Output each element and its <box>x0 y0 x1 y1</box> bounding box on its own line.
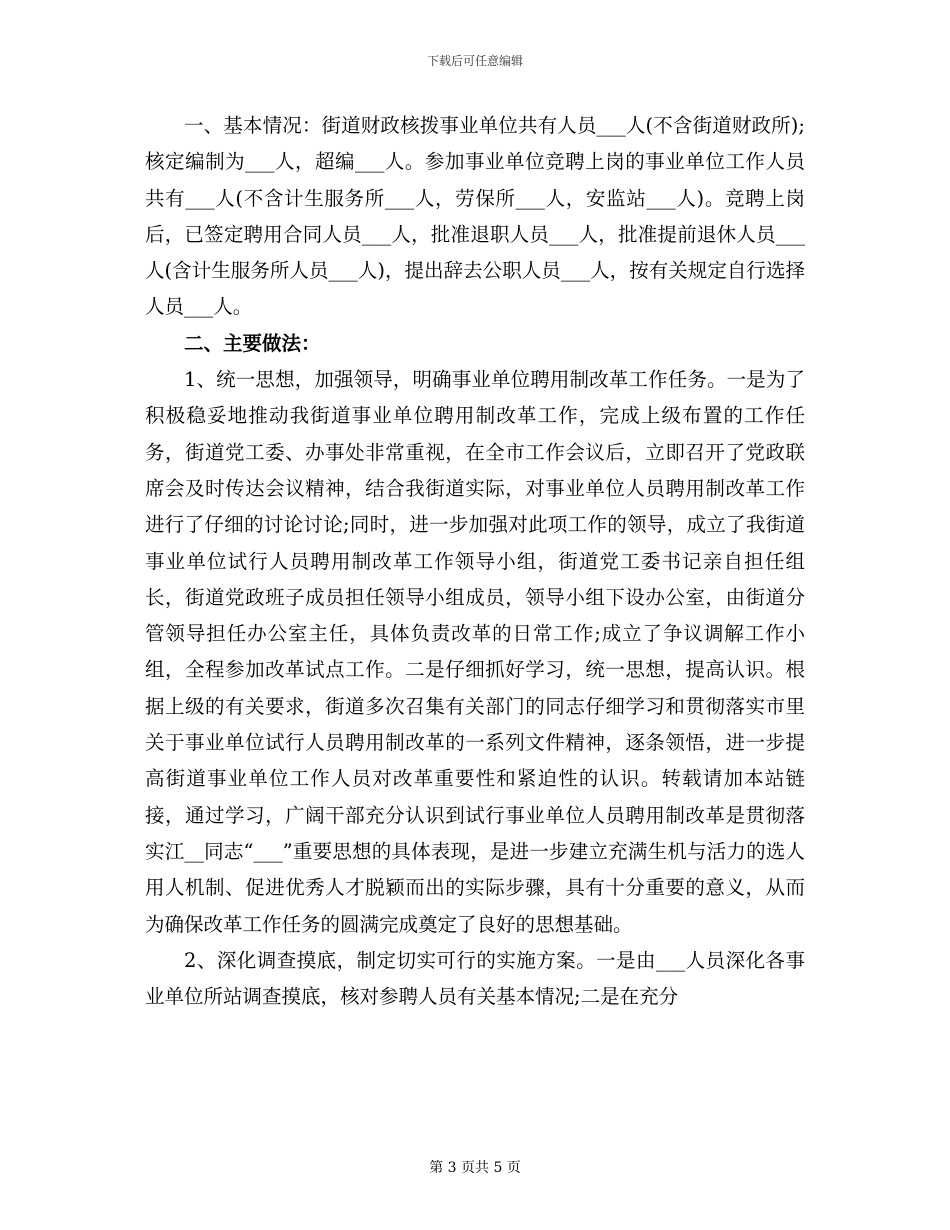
page-header-note: 下载后可任意编辑 <box>426 54 523 68</box>
main-methods-heading: 二、主要做法： <box>184 331 321 355</box>
page-number-footer: 第 3 页共 5 页 <box>429 1160 521 1176</box>
method-2-paragraph: 2、深化调查摸底，制定切实可行的实施方案。一是由___人员深化各事业单位所站调查摸底，核对参聘人员有关基本情况;二是在充分 <box>145 948 805 1009</box>
method-1-paragraph: 1、统一思想，加强领导，明确事业单位聘用制改革工作任务。一是为了积极稳妥地推动我街道事业单位聘用制改革工作，完成上级布置的工作任务，街道党工委、办事处非常重视，在全市工作会议后，立即召开了党政联席会及时传达会议精神，结合我街道实际，对事业单位人员聘用制改革工作进行了仔细的讨论讨论;同时，进一步加强对此项工作的领导，成立了我街道事业单位试行人员聘用制改革工作领导小组，街道党工委书记亲自担任组长，街道党政班子成员担任领导小组成员，领导小组下设办公室，由街道分管领导担任办公室主任，具体负责改革的日常工作;成立了争议调解工作小组，全程参加改革试点工作。二是仔细抓好学习，统一思想，提高认识。根据上级的有关要求，街道多次召集有关部门的同志仔细学习和贯彻落实市里关于事业单位试行人员聘用制改革的一系列文件精神，逐条领悟，进一步提高街道事业单位工作人员对改革重要性和紧迫性的认识。转载请加本站链接，通过学习，广阔干部充分认识到试行事业单位人员聘用制改革是贯彻落实江__同志“___”重要思想的具体表现，是进一步建立充满生机与活力的选人用人机制、促进优秀人才脱颖而出的实际步骤，具有十分重要的意义，从而为确保改革工作任务的圆满完成奠定了良好的思想基础。 <box>145 368 805 936</box>
document-body <box>145 108 805 1015</box>
basic-info-paragraph: 一、基本情况：街道财政核拨事业单位共有人员___人(不含街道财政所);核定编制为___人，超编___人。参加事业单位竞聘上岗的事业单位工作人员共有___人(不含计生服务所___人，劳保所___人，安监站___人)。竞聘上岗后，已签定聘用合同人员___人，批准退职人员___人，批准提前退休人员___人(含计生服务所人员___人)，提出辞去公职人员___人，按有关规定自行选择人员___人。 <box>145 114 805 319</box>
